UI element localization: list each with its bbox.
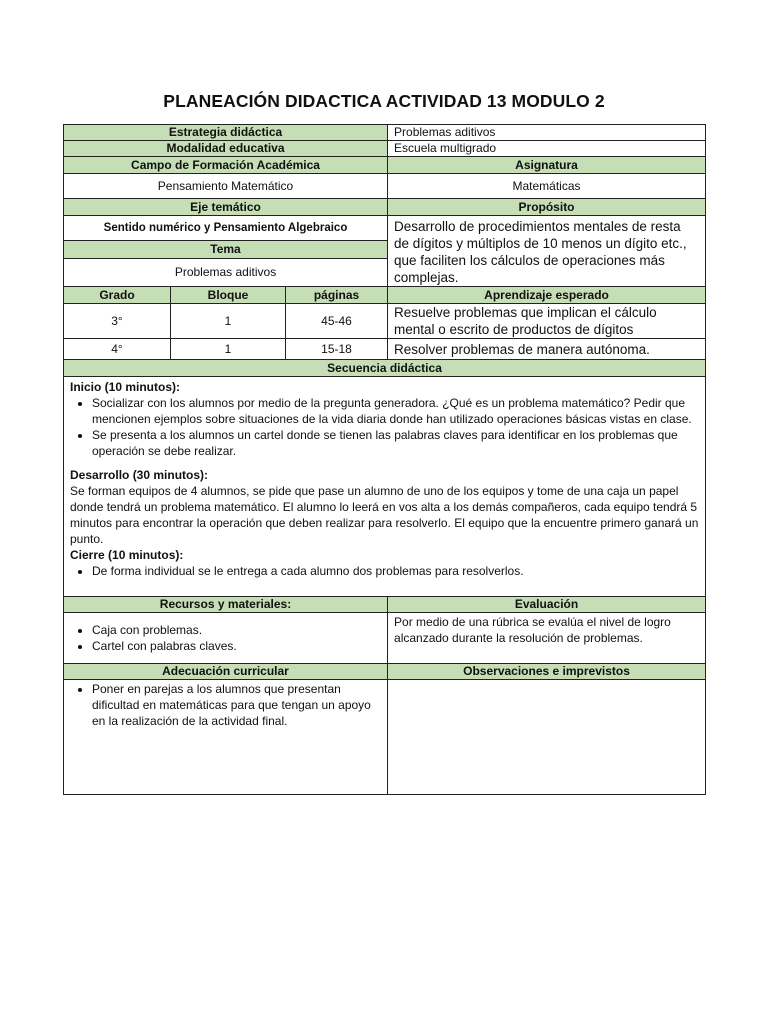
asignatura-value: Matemáticas [388, 174, 706, 199]
list-item: • Socializar con los alumnos por medio de la pregunta generadora. ¿Qué es un problema matemático? Pedir que mencionen ejemplos sobre situaciones de la vida diaria donde han utilizado operaciones básicas vistas en clase. [92, 395, 699, 427]
table-row [64, 304, 706, 339]
table-row [64, 339, 706, 360]
estrategia-value: Problemas aditivos [388, 125, 706, 141]
modalidad-label: Modalidad educativa [64, 141, 388, 157]
proposito-label: Propósito [388, 199, 706, 216]
campo-value: Pensamiento Matemático [64, 174, 388, 199]
row-secuencia-body [64, 377, 706, 597]
eje-value: Sentido numérico y Pensamiento Algebraico [64, 216, 388, 241]
aprendizaje-cell: Resolver problemas de manera autónoma. [388, 339, 706, 360]
aprendizaje-cell: Resuelve problemas que implican el cálculo mental o escrito de productos de dígitos [388, 304, 706, 339]
bloque-header: Bloque [171, 287, 286, 304]
evaluacion-label: Evaluación [388, 597, 706, 613]
adecuacion-list [70, 681, 381, 729]
evaluacion-value: Por medio de una rúbrica se evalúa el nivel de logro alcanzado durante la resolución de problemas. [388, 613, 706, 664]
inicio-list [70, 395, 699, 459]
page-title: PLANEACIÓN DIDACTICA ACTIVIDAD 13 MODULO 2 [163, 91, 605, 111]
desarrollo-text: Se forman equipos de 4 alumnos, se pide que pase un alumno de uno de los equipos y tome de una caja un papel donde tendrá un problema matemático. El alumno lo leerá en vos alta a los demás compañeros, cada equipo tendrá 5 minutos para encontrar la operación que deben realizar para resolverlo. El equipo que la encuentre primero ganará un punto. [70, 484, 699, 546]
row-estrategia [64, 125, 706, 141]
row-adecuacion-observaciones-header [64, 664, 706, 680]
desarrollo-title: Desarrollo (30 minutos): [70, 468, 209, 482]
recursos-label: Recursos y materiales: [64, 597, 388, 613]
tema-value: Problemas aditivos [64, 258, 388, 286]
estrategia-label: Estrategia didáctica [64, 125, 388, 141]
secuencia-label: Secuencia didáctica [64, 360, 706, 377]
adecuacion-body [64, 680, 388, 795]
row-grid-header [64, 287, 706, 304]
paginas-cell: 15-18 [286, 339, 388, 360]
list-item: • Poner en parejas a los alumnos que presentan dificultad en matemáticas para que tengan un apoyo en la realización de la actividad final. [92, 681, 381, 729]
row-modalidad [64, 141, 706, 157]
eje-label: Eje temático [64, 199, 388, 216]
recursos-body [64, 613, 388, 664]
planning-table [63, 124, 706, 795]
row-campo-asignatura-header [64, 157, 706, 174]
recursos-list [70, 622, 381, 654]
row-recursos-evaluacion-header [64, 597, 706, 613]
list-item: • Cartel con palabras claves. [92, 638, 381, 654]
asignatura-label: Asignatura [388, 157, 706, 174]
paginas-cell: 45-46 [286, 304, 388, 339]
row-adecuacion-observaciones-body [64, 680, 706, 795]
proposito-value: Desarrollo de procedimientos mentales de resta de dígitos y múltiplos de 10 menos un dígito etc., que faciliten los cálculos de operaciones más complejas. [388, 216, 706, 287]
row-campo-asignatura-value [64, 174, 706, 199]
grado-cell: 3° [64, 304, 171, 339]
observaciones-value [388, 680, 706, 795]
list-item: • Se presenta a los alumnos un cartel donde se tienen las palabras claves para identificar en los problemas que operación se debe realizar. [92, 427, 699, 459]
cierre-title: Cierre (10 minutos): [70, 548, 184, 562]
list-item: • De forma individual se le entrega a cada alumno dos problemas para resolverlos. [92, 563, 699, 579]
row-recursos-evaluacion-body [64, 613, 706, 664]
secuencia-body [64, 377, 706, 597]
adecuacion-label: Adecuación curricular [64, 664, 388, 680]
list-item: • Caja con problemas. [92, 622, 381, 638]
cierre-list [70, 563, 699, 579]
paginas-header: páginas [286, 287, 388, 304]
row-eje-proposito-header [64, 199, 706, 216]
row-secuencia-header [64, 360, 706, 377]
row-eje-value [64, 216, 706, 241]
campo-label: Campo de Formación Académica [64, 157, 388, 174]
inicio-title: Inicio (10 minutos): [70, 380, 181, 394]
modalidad-value: Escuela multigrado [388, 141, 706, 157]
grado-header: Grado [64, 287, 171, 304]
observaciones-label: Observaciones e imprevistos [388, 664, 706, 680]
tema-label: Tema [64, 241, 388, 258]
bloque-cell: 1 [171, 304, 286, 339]
bloque-cell: 1 [171, 339, 286, 360]
aprendizaje-header: Aprendizaje esperado [388, 287, 706, 304]
grado-cell: 4° [64, 339, 171, 360]
